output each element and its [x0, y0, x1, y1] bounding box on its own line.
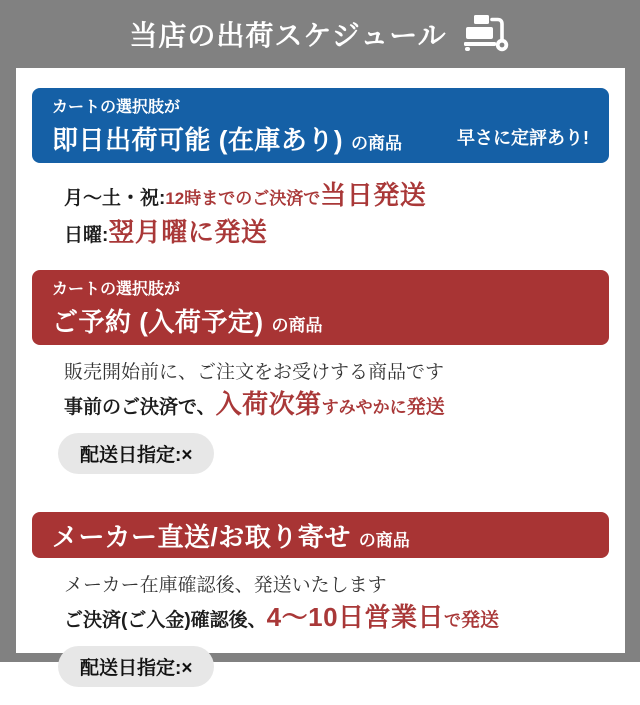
in-stock-shipping-details — [64, 179, 609, 253]
banner-in-stock-text — [52, 94, 402, 157]
cart-option-label: カートの選択肢が — [52, 99, 181, 116]
banner-preorder — [32, 270, 609, 345]
preorder-shipping-row — [64, 389, 609, 424]
speed-reputation-note: 早さに定評あり! — [457, 127, 589, 148]
header — [0, 0, 640, 68]
cart-option-label: カートの選択肢が — [52, 281, 181, 298]
arrival-highlight: 入荷次第 — [215, 389, 322, 419]
next-monday-shipping-highlight: 翌月曜に発送 — [108, 217, 268, 247]
ship-text: 発送 — [461, 610, 500, 631]
day-label: 日曜: — [64, 225, 109, 246]
delivery-date-badge: 配送日指定:× — [58, 433, 214, 474]
de-text: で — [444, 611, 462, 630]
in-stock-highlight: 即日出荷可能 (在庫あり) — [52, 125, 344, 155]
banner-direct-text — [52, 517, 410, 554]
description-text: 販売開始前に、ご注文をお受けする商品です — [64, 362, 445, 383]
promptly-text: すみやかに — [321, 398, 407, 417]
direct-shipping-row — [64, 602, 609, 637]
banner-direct-ship — [32, 512, 609, 558]
day-label: 月〜土・祝: — [64, 188, 166, 209]
payment-label: 事前のご決済で、 — [64, 397, 216, 418]
payment-condition: 12時までのご決済で — [165, 189, 321, 208]
product-suffix: の商品 — [271, 316, 323, 335]
direct-ship-highlight: メーカー直送/お取り寄せ — [52, 521, 351, 552]
direct-ship-details — [64, 571, 609, 637]
banner-preorder-text — [52, 276, 323, 339]
payment-label: ご決済(ご入金)確認後、 — [64, 610, 267, 631]
product-suffix: の商品 — [358, 530, 410, 550]
hand-truck-icon — [463, 14, 511, 54]
sunday-shipping-row — [64, 216, 609, 253]
ship-text: 発送 — [406, 397, 445, 418]
business-days-highlight: 4〜10日営業日 — [266, 602, 445, 632]
direct-description-row — [64, 571, 609, 602]
page-title: 当店の出荷スケジュール — [129, 20, 447, 51]
same-day-shipping-highlight: 当日発送 — [320, 180, 427, 210]
product-suffix: の商品 — [351, 134, 403, 153]
delivery-date-badge: 配送日指定:× — [58, 646, 214, 687]
banner-in-stock — [32, 88, 609, 163]
preorder-shipping-details — [64, 358, 609, 424]
preorder-description-row — [64, 358, 609, 389]
content-panel — [16, 68, 625, 679]
weekday-shipping-row — [64, 179, 609, 216]
preorder-highlight: ご予約 (入荷予定) — [52, 307, 264, 337]
description-text: メーカー在庫確認後、発送いたします — [64, 575, 387, 596]
